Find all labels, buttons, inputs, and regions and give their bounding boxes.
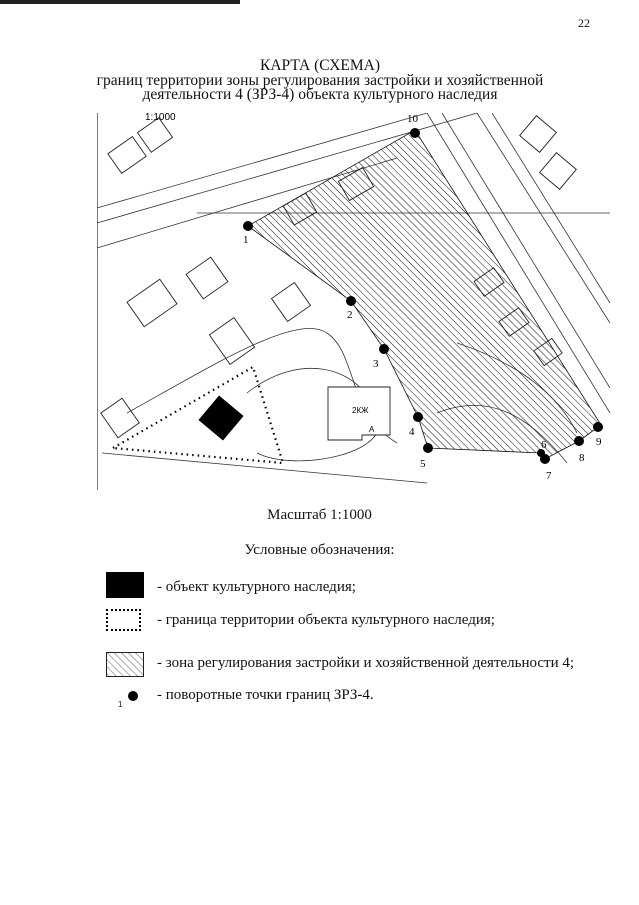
point-label: 5	[420, 458, 426, 470]
turning-point	[593, 422, 603, 432]
legend-symbol-zone-hatch	[106, 652, 144, 677]
map-subtitle-line2: деятельности 4 (ЗРЗ-4) объекта культурного наследия	[142, 86, 498, 103]
point-label: 7	[546, 470, 552, 482]
point-label: 1	[243, 234, 249, 246]
legend-symbol-heritage-object	[106, 572, 144, 598]
legend-symbol-territory-boundary	[106, 609, 141, 631]
legend-label-turning-points: - поворотные точки границ ЗРЗ-4.	[157, 687, 374, 703]
legend-symbol-turning-point-icon	[128, 691, 138, 701]
scan-edge-bar	[0, 0, 240, 4]
turning-point	[410, 128, 420, 138]
turning-point	[243, 221, 253, 231]
point-label: 2	[347, 309, 353, 321]
legend-label-zone: - зона регулирования застройки и хозяйственной деятельности 4;	[157, 655, 575, 671]
legend-label-territory-boundary: - граница территории объекта культурного наследия;	[157, 612, 495, 628]
map-scale: Масштаб 1:1000	[267, 507, 372, 523]
legend-dot-number: 1	[118, 700, 123, 709]
point-label: 9	[596, 436, 602, 448]
turning-point	[346, 296, 356, 306]
point-label: 6	[541, 439, 547, 451]
map-subtitle-line1: границ территории зоны регулирования застройки и хозяйственной	[96, 72, 544, 89]
building-label: 2КЖ	[352, 406, 369, 415]
page-number: 22	[578, 16, 590, 30]
turning-point	[379, 344, 389, 354]
heritage-object	[198, 395, 243, 440]
heritage-territory-boundary	[113, 367, 283, 463]
point-label: 4	[409, 426, 415, 438]
legend-title: Условные обозначения:	[244, 542, 395, 558]
point-label: 10	[407, 113, 418, 125]
legend-label-heritage-object: - объект культурного наследия;	[157, 579, 356, 595]
turning-point	[540, 454, 550, 464]
turning-point	[423, 443, 433, 453]
zone-map	[97, 113, 610, 490]
turning-point	[413, 412, 423, 422]
building-letter: А	[369, 425, 375, 434]
map-title: КАРТА (СХЕМА)	[259, 57, 380, 74]
map-scale-label: 1:1000	[145, 113, 176, 123]
point-label: 8	[579, 452, 585, 464]
turning-point	[574, 436, 584, 446]
point-label: 3	[373, 358, 379, 370]
